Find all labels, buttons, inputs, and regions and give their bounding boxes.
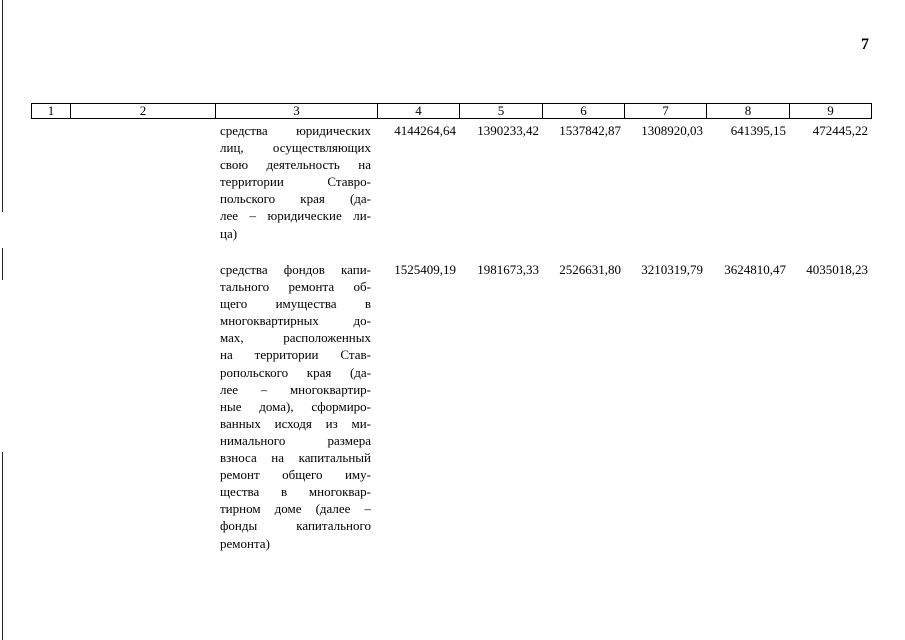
description-line: ропольского края (да-	[220, 364, 371, 380]
table-cell-value: 2526631,80	[559, 262, 621, 277]
description-line: ца)	[220, 225, 238, 241]
description-line: нимального размера	[220, 432, 371, 448]
table-cell-value: 4144264,64	[394, 123, 456, 138]
description-line: тального ремонта об-	[220, 279, 371, 295]
scan-margin-line	[2, 0, 3, 212]
description-line: взноса на капитальный	[220, 450, 371, 466]
column-header-4: 4	[377, 104, 459, 118]
column-header-8: 8	[706, 104, 789, 118]
description-line: ные дома), сформиро-	[220, 398, 371, 414]
table-cell-value: 1537842,87	[559, 123, 621, 138]
table-cell-value: 1525409,19	[394, 262, 456, 277]
description-line: свою деятельность на	[220, 157, 371, 173]
description-line: лиц, осуществляющих	[220, 140, 371, 156]
table-cell-value: 641395,15	[730, 123, 786, 138]
description-line: лее – многоквартир-	[220, 381, 371, 397]
scan-margin-line	[2, 452, 3, 640]
column-header-7: 7	[624, 104, 706, 118]
description-line: средства фондов капи-	[220, 262, 371, 277]
table-cell-value: 1981673,33	[477, 262, 539, 277]
row-description	[220, 261, 371, 552]
column-header-2: 2	[70, 104, 215, 118]
description-line: щего имущества в	[220, 296, 371, 312]
page-number: 7	[861, 36, 869, 53]
description-line: территории Ставро-	[220, 174, 371, 190]
description-line: щества в многоквар-	[220, 484, 371, 500]
table-cell-value: 3210319,79	[641, 262, 703, 277]
description-line: тирном доме (далее –	[220, 501, 371, 517]
column-header-6: 6	[542, 104, 624, 118]
table-cell-value: 1308920,03	[641, 123, 703, 138]
description-line: многоквартирных до-	[220, 313, 371, 329]
description-line: ванных исходя из ми-	[220, 415, 371, 431]
scan-margin-line	[2, 248, 3, 280]
description-line: польского края (да-	[220, 191, 371, 207]
column-header-3: 3	[215, 104, 377, 118]
column-header-5: 5	[459, 104, 542, 118]
description-line: на территории Став-	[220, 347, 371, 363]
table-cell-value: 472445,22	[812, 123, 868, 138]
description-line: ремонт общего иму-	[220, 467, 371, 483]
description-line: лее – юридические ли-	[220, 208, 371, 224]
row-description	[220, 122, 371, 242]
description-line: средства юридических	[220, 123, 371, 138]
description-line: ремонта)	[220, 535, 270, 551]
description-line: мах, расположенных	[220, 330, 371, 346]
column-header-1: 1	[47, 103, 55, 118]
column-header-9: 9	[789, 104, 871, 118]
table-cell-value: 4035018,23	[806, 262, 868, 277]
table-header-row	[31, 103, 872, 119]
table-cell-value: 3624810,47	[724, 262, 786, 277]
table-cell-value: 1390233,42	[477, 123, 539, 138]
description-line: фонды капитального	[220, 518, 371, 534]
